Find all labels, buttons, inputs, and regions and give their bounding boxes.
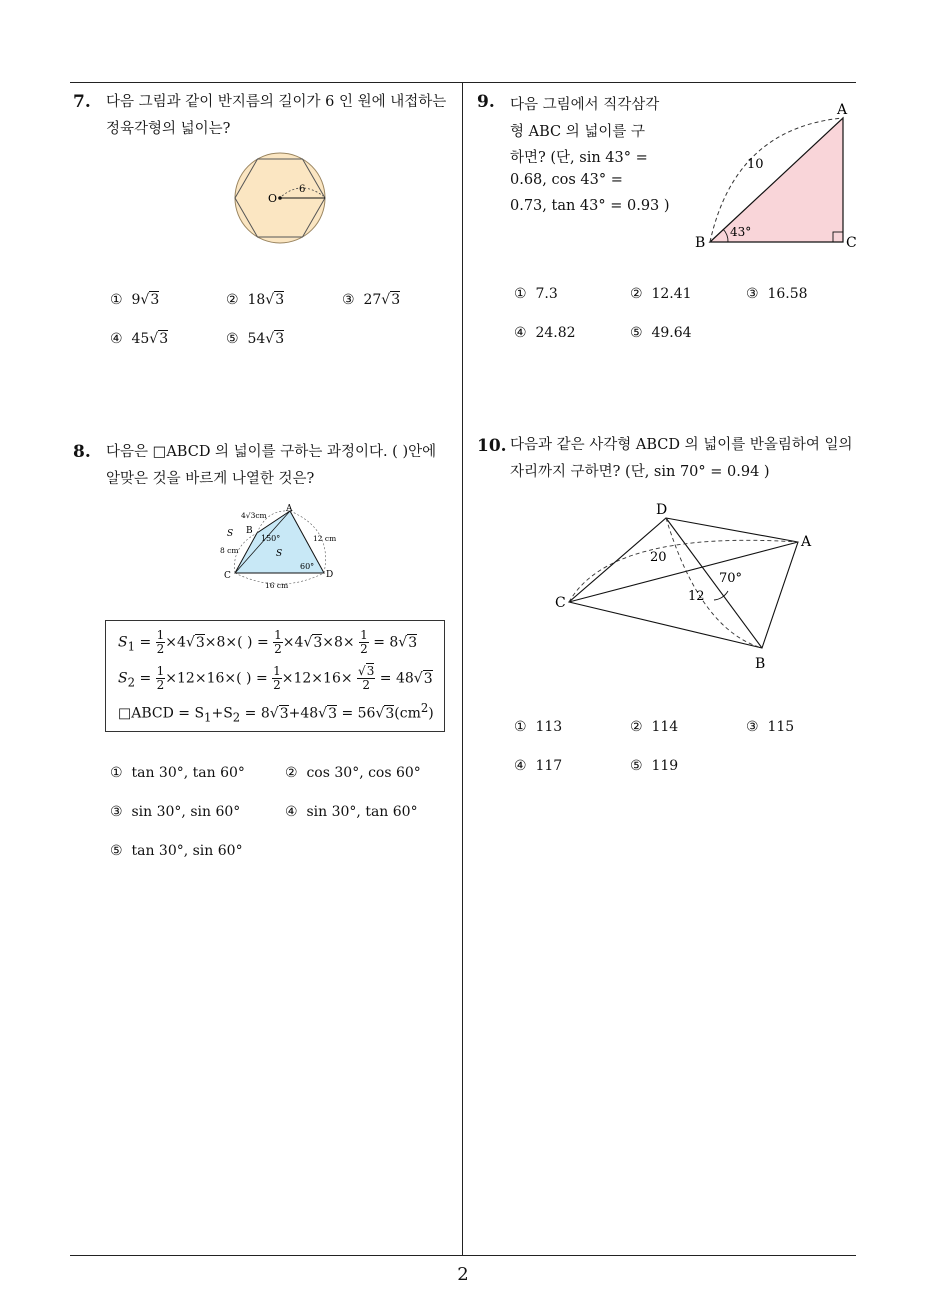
q8-eq-total-sub2: 2 xyxy=(232,710,241,725)
q8-len-ab-unit: cm xyxy=(255,511,267,520)
q8-eq-total-close: ) xyxy=(428,705,434,722)
q8-eq-s1-mid3: ×4 xyxy=(282,634,304,651)
q7-choice-1-root: 3 xyxy=(150,292,160,308)
q7-choice-4-coef: 45 xyxy=(131,331,150,347)
q8-eq-s1-mid4: ×8× xyxy=(322,634,355,651)
q8-eq-s1-res-root: 3 xyxy=(408,634,418,651)
q7-choice-5-root: 3 xyxy=(275,331,285,347)
q9-line2: 형 ABC 의 넓이를 구 xyxy=(510,124,645,140)
q7-text xyxy=(106,89,446,143)
q7-choice-3-root: 3 xyxy=(391,292,401,308)
q8-len-ab-root: 3 xyxy=(250,511,256,520)
q8-line2: 알맞은 것을 바르게 나열한 것은? xyxy=(106,471,315,487)
q8-half-num-b: 1 xyxy=(274,628,282,642)
q8-label-a: A xyxy=(286,504,293,514)
q8-half-den-a: 2 xyxy=(156,642,165,656)
q7-choice-2-root: 3 xyxy=(275,292,285,308)
q8-eq-total-eq: = 8 xyxy=(240,705,270,722)
q7-choice-4-root: 3 xyxy=(159,331,169,347)
column-divider xyxy=(462,82,463,1256)
q8-choice-2[interactable] xyxy=(285,765,421,781)
q10-choice-5-text: 119 xyxy=(651,758,679,774)
page-number: 2 xyxy=(457,1264,469,1285)
q8-eq-s2-half2 xyxy=(272,665,282,692)
q8-choice-4-text: sin 30°, tan 60° xyxy=(306,804,418,820)
q8-label-cd: 16 cm xyxy=(265,581,289,590)
q10-choice-2-text: 114 xyxy=(651,719,679,735)
q9-label-angle: 43° xyxy=(730,225,752,239)
q8-choice-3-text: sin 30°, sin 60° xyxy=(131,804,241,820)
q10-label-b: B xyxy=(755,656,766,672)
bottom-rule xyxy=(70,1255,856,1256)
q8-half-den-d: 2 xyxy=(156,678,165,692)
q9-choice-5-text: 49.64 xyxy=(651,325,692,341)
q9-choice-4[interactable] xyxy=(514,325,576,341)
q7-choice-5-coef: 54 xyxy=(247,331,266,347)
q9-label-b: B xyxy=(695,235,706,251)
q10-choice-2[interactable] xyxy=(630,719,678,735)
q8-choice-3-mark: ③ xyxy=(110,804,123,820)
q10-choice-4[interactable] xyxy=(514,758,562,774)
q8-eq-s2-sub: 2 xyxy=(127,675,136,690)
q10-choice-3[interactable] xyxy=(746,719,794,735)
q7-choice-4-mark: ④ xyxy=(110,331,123,347)
q10-quad xyxy=(569,518,798,648)
q8-eq-total-root2: 3 xyxy=(328,705,337,722)
q10-choice-1-text: 113 xyxy=(535,719,563,735)
q8-half-num-e: 1 xyxy=(273,664,281,678)
q8-eq-total-root3: 3 xyxy=(385,705,395,722)
q8-eq-s2-lhs: S xyxy=(118,670,128,687)
q8-half-num-c: 1 xyxy=(360,628,368,642)
q8-label-s1: S xyxy=(276,549,283,559)
q10-choice-3-mark: ③ xyxy=(746,719,759,735)
q10-text xyxy=(510,432,853,486)
q8-eq-total-unit: (cm xyxy=(394,705,421,722)
q8-label-ad: 12 cm xyxy=(313,534,337,543)
q9-figure xyxy=(690,98,860,258)
q7-choice-4[interactable]: ④ 45√3 xyxy=(110,331,169,347)
q9-label-hyp: 10 xyxy=(747,157,764,172)
q9-choice-1-text: 7.3 xyxy=(535,286,558,302)
q8-eq-s1-res-coef: = 8 xyxy=(368,634,399,651)
q8-eq-total-plus2: +48 xyxy=(288,705,319,722)
q9-triangle xyxy=(710,118,843,242)
q9-line5: 0.73, tan 43° = 0.93 ) xyxy=(510,198,670,214)
q8-eq-s1-sub: 1 xyxy=(127,639,136,654)
q9-label-c: C xyxy=(846,235,857,251)
q8-half-num-d: 1 xyxy=(156,664,165,678)
q9-choice-3[interactable] xyxy=(746,286,808,302)
q8-label-bc: 8 cm xyxy=(220,546,239,555)
q8-eq-s1-mid1: ×4 xyxy=(165,634,186,651)
q8-eq-total-lhs: □ABCD = S xyxy=(118,705,205,722)
q8-label-c: C xyxy=(224,571,231,581)
q10-choice-4-mark: ④ xyxy=(514,758,527,774)
q7-choice-2[interactable]: ② 18√3 xyxy=(226,292,285,308)
q9-line1: 다음 그림에서 직각삼각 xyxy=(510,97,660,113)
q10-figure xyxy=(550,500,820,675)
q9-choice-2[interactable] xyxy=(630,286,692,302)
q10-choice-4-text: 117 xyxy=(535,758,563,774)
q10-label-len1: 20 xyxy=(650,550,667,565)
q8-eq-s1-lhs: S xyxy=(118,634,128,651)
q8-choice-4-mark: ④ xyxy=(285,804,298,820)
q9-choice-3-mark: ③ xyxy=(746,286,759,302)
q10-label-angle: 70° xyxy=(719,571,743,586)
q8-eq-s1-root2: 3 xyxy=(313,634,323,651)
q10-line1: 다음과 같은 사각형 ABCD 의 넓이를 반올림하여 일의 xyxy=(510,437,853,453)
q8-choice-2-text: cos 30°, cos 60° xyxy=(306,765,421,781)
q8-half-den-b: 2 xyxy=(274,642,282,656)
q7-radius-label: 6 xyxy=(299,184,306,195)
q8-label-angle-b: 150° xyxy=(261,534,281,543)
q8-eq-s2-res-coef: = 48 xyxy=(375,670,414,687)
q8-label-b: B xyxy=(246,526,253,536)
q7-choice-1-mark: ① xyxy=(110,292,123,308)
q10-choice-1[interactable] xyxy=(514,719,562,735)
q8-eq-s1-root: 3 xyxy=(195,634,205,651)
q8-choice-1[interactable] xyxy=(110,765,245,781)
q10-choice-1-mark: ① xyxy=(514,719,527,735)
q8-label-ab: 4√3cm xyxy=(241,511,267,520)
q8-eq-total-sup: 2 xyxy=(420,701,429,715)
q8-eq-total: □ABCD = $S_1+S_2 = 8√3+48√3 = 56√3(cm^2)$ xyxy=(118,701,434,725)
q8-eq-s1-half2 xyxy=(273,629,283,656)
q9-choice-4-mark: ④ xyxy=(514,325,527,341)
q9-choice-1[interactable] xyxy=(514,286,558,302)
q8-choice-5-text: tan 30°, sin 60° xyxy=(131,843,243,859)
q8-eq-s2-frac-root: 3 xyxy=(366,664,375,678)
q8-eq-s1-half xyxy=(156,629,166,656)
q8-number: 8. xyxy=(73,442,91,462)
q8-choice-4[interactable] xyxy=(285,804,418,820)
q10-choice-2-mark: ② xyxy=(630,719,643,735)
q10-label-c: C xyxy=(555,595,566,611)
q7-number: 7. xyxy=(73,92,91,112)
q8-label-s: S xyxy=(227,529,234,539)
q7-choice-2-coef: 18 xyxy=(247,292,266,308)
q8-choice-3[interactable] xyxy=(110,804,240,820)
q9-choice-5[interactable] xyxy=(630,325,692,341)
q8-half-den-f: 2 xyxy=(362,678,371,692)
q9-choice-3-text: 16.58 xyxy=(767,286,808,302)
q8-choice-2-mark: ② xyxy=(285,765,298,781)
q9-choice-4-text: 24.82 xyxy=(535,325,576,341)
q7-line1: 다음 그림과 같이 반지름의 길이가 6 인 원에 내접하는 xyxy=(106,94,447,110)
q8-eq-total-plus: +S xyxy=(211,705,233,722)
q7-figure xyxy=(232,150,332,250)
q8-solution-box xyxy=(105,620,445,732)
q8-eq-s2-mid1: ×12×16×( ) = xyxy=(165,670,273,687)
q9-label-a: A xyxy=(837,102,848,118)
q7-center-label: O xyxy=(268,192,278,205)
q9-choice-2-text: 12.41 xyxy=(651,286,692,302)
q8-choice-5[interactable] xyxy=(110,843,243,859)
q9-number: 9. xyxy=(477,92,495,112)
q8-eq-s1: $S_1$ = $\frac{1}{2}$ ×4√3×8×( ) = $\frac{1}{2}$ ×4√3×8× $\frac{1}{2}$ = 8√3 xyxy=(118,628,418,656)
q8-label-d: D xyxy=(326,570,334,580)
q8-choice-1-mark: ① xyxy=(110,765,123,781)
q8-half-den-c: 2 xyxy=(360,642,368,656)
q8-eq-s2-half xyxy=(156,665,166,692)
q7-choice-5[interactable]: ⑤ 54√3 xyxy=(226,331,285,347)
q8-eq-s2-res-root: 3 xyxy=(423,670,433,687)
q9-choice-2-mark: ② xyxy=(630,286,643,302)
q8-choice-1-text: tan 30°, tan 60° xyxy=(131,765,245,781)
q8-eq-total-root: 3 xyxy=(279,705,289,722)
q7-choice-3-mark: ③ xyxy=(342,292,355,308)
q8-eq-s1-mid2: ×8×( ) = xyxy=(204,634,274,651)
q8-eq-s2-root-frac xyxy=(357,665,375,692)
q8-half-den-e: 2 xyxy=(273,678,281,692)
q8-eq-s1-half3 xyxy=(359,629,369,656)
q10-label-len2: 12 xyxy=(688,589,705,604)
q8-text xyxy=(106,439,436,493)
q9-line3: 하면? (단, sin 43° = xyxy=(510,150,648,166)
q9-line4: 0.68, cos 43° = xyxy=(510,172,623,188)
q10-choice-5-mark: ⑤ xyxy=(630,758,643,774)
q7-line2: 정육각형의 넓이는? xyxy=(106,121,231,137)
q8-choice-5-mark: ⑤ xyxy=(110,843,123,859)
q9-choice-1-mark: ① xyxy=(514,286,527,302)
q8-line1: 다음은 □ABCD 의 넓이를 구하는 과정이다. ( )안에 xyxy=(106,444,437,460)
q7-choice-3-coef: 27 xyxy=(363,292,382,308)
q7-choice-1-coef: 9 xyxy=(131,292,141,308)
q10-choice-5[interactable] xyxy=(630,758,678,774)
top-rule xyxy=(70,82,856,83)
q8-figure xyxy=(215,503,345,593)
q10-line2: 자리까지 구하면? (단, sin 70° = 0.94 ) xyxy=(510,464,770,480)
q8-len-ab-coef: 4 xyxy=(241,511,246,520)
q8-label-angle-d: 60° xyxy=(300,562,315,571)
q7-choice-3[interactable]: ③ 27√3 xyxy=(342,292,401,308)
q10-label-a: A xyxy=(801,534,812,550)
q7-choice-1[interactable]: ① 9√3 xyxy=(110,292,160,308)
q8-eq-total-sub1: 1 xyxy=(204,710,212,725)
q9-choice-5-mark: ⑤ xyxy=(630,325,643,341)
q7-choice-5-mark: ⑤ xyxy=(226,331,239,347)
q8-eq-s2: $S_2$ = $\frac{1}{2}$ ×12×16×( ) = $\frac{1}{2}$ ×12×16× $\frac{√3}{2}$ = 48√3 xyxy=(118,664,433,692)
q7-choice-2-mark: ② xyxy=(226,292,239,308)
q8-eq-total-eq2: = 56 xyxy=(337,705,376,722)
q10-label-d: D xyxy=(656,502,668,518)
q10-choice-3-text: 115 xyxy=(767,719,795,735)
q8-eq-s2-root-frac-num: √3 xyxy=(358,664,375,678)
q8-half-num-a: 1 xyxy=(156,628,165,642)
q10-number: 10. xyxy=(477,436,507,456)
q8-eq-s2-mid2: ×12×16× xyxy=(281,670,353,687)
